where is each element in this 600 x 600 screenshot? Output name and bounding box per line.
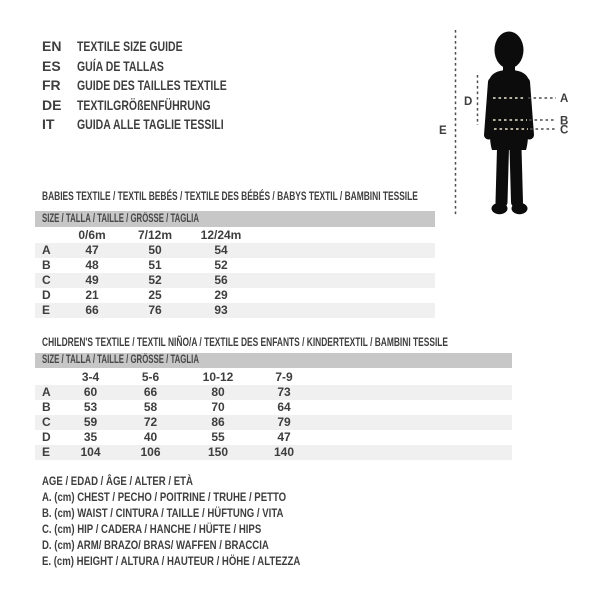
column-header: 12/24m <box>200 228 242 242</box>
lang-row-fr <box>42 76 277 96</box>
lang-label: GUIDE DES TAILLES TEXTILE <box>77 77 227 93</box>
right-foot <box>512 203 528 214</box>
babies-column-header-row <box>35 228 435 243</box>
cell: 40 <box>143 430 158 444</box>
lang-row-es <box>42 57 277 77</box>
row-label: E <box>42 445 51 459</box>
lang-row-en <box>42 37 277 57</box>
cell: 52 <box>214 258 228 272</box>
lang-label: TEXTILE SIZE GUIDE <box>77 38 183 54</box>
legend-item-arm: D. (cm) ARM/ BRAZO/ BRAS/ WAFFEN / BRACCIA <box>42 538 269 552</box>
row-label: B <box>42 400 51 414</box>
figure-label-d: D <box>464 96 473 108</box>
children-table-title: CHILDREN'S TEXTILE / TEXTIL NIÑO/A / TEXTILE DES ENFANTS / KINDERTEXTIL / BAMBINI TESSILE <box>42 335 449 349</box>
babies-table <box>35 211 435 318</box>
row-label: B <box>42 258 51 272</box>
cell: 66 <box>143 385 158 399</box>
cell: 29 <box>214 288 228 302</box>
cell: 50 <box>148 243 162 257</box>
column-header: 3-4 <box>81 370 100 384</box>
table-row <box>35 273 435 288</box>
measurement-legend <box>42 473 365 569</box>
right-arm <box>526 82 530 135</box>
column-header: 7/12m <box>137 228 173 242</box>
table-row <box>35 303 435 318</box>
cell: 48 <box>85 258 99 272</box>
figure-label-a: A <box>560 93 569 105</box>
babies-size-header-bar: SIZE / TALLA / TAILLE / GRÖSSE / TAGLIA <box>35 211 435 227</box>
column-header: 5-6 <box>141 370 160 384</box>
lang-row-it <box>42 115 277 135</box>
lang-code: EN <box>42 38 62 54</box>
lang-row-de <box>42 96 277 116</box>
cell: 21 <box>85 288 99 302</box>
column-header: 10-12 <box>202 370 234 384</box>
table-row <box>35 430 512 445</box>
cell: 70 <box>211 400 225 414</box>
lang-code: DE <box>42 96 62 113</box>
row-label: C <box>42 273 51 287</box>
cell: 35 <box>83 430 98 444</box>
row-label: C <box>42 415 51 429</box>
table-row <box>35 288 435 303</box>
cell: 52 <box>148 273 162 287</box>
cell: 49 <box>85 273 99 287</box>
babies-table-title: BABIES TEXTILE / TEXTIL BEBÉS / TEXTILE DES BÉBÉS / BABYS TEXTIL / BAMBINI TESSILE <box>42 189 418 203</box>
legend-age-line: AGE / EDAD / ÂGE / ALTER / ETÀ <box>42 474 193 488</box>
cell: 150 <box>207 445 229 459</box>
cell: 58 <box>143 400 158 414</box>
cell: 60 <box>83 385 98 399</box>
figure-label-c: C <box>560 124 569 137</box>
cell: 104 <box>80 445 101 459</box>
lang-code: ES <box>42 57 61 74</box>
legend-item-hip: C. (cm) HIP / CADERA / HANCHE / HÜFTE / HIPS <box>42 522 262 536</box>
cell: 55 <box>211 430 225 444</box>
children-table <box>35 353 512 460</box>
row-label: D <box>42 430 51 444</box>
cell: 86 <box>211 415 225 429</box>
column-header: 0/6m <box>78 228 106 242</box>
cell: 76 <box>148 303 162 317</box>
cell: 25 <box>148 288 162 302</box>
cell: 80 <box>211 385 225 399</box>
cell: 140 <box>273 445 295 459</box>
children-size-header-bar: SIZE / TALLA / TAILLE / GRÖSSE / TAGLIA <box>35 353 512 368</box>
lang-label: GUIDA ALLE TAGLIE TESSILI <box>77 116 224 132</box>
cell: 53 <box>83 400 98 414</box>
legend-item-chest: A. (cm) CHEST / PECHO / POITRINE / TRUHE / PETTO <box>42 490 287 504</box>
cell: 54 <box>214 243 228 257</box>
row-label: D <box>42 288 51 302</box>
cell: 106 <box>140 445 161 459</box>
table-row <box>35 385 512 400</box>
cell: 73 <box>277 385 291 399</box>
language-list <box>42 37 277 135</box>
lang-code: IT <box>42 116 55 132</box>
cell: 79 <box>277 415 291 429</box>
table-row <box>35 415 512 430</box>
legend-item-height: E. (cm) HEIGHT / ALTURA / HAUTEUR / HÖHE / ALTEZZA <box>42 554 301 568</box>
table-row <box>35 258 435 273</box>
table-row <box>35 243 435 258</box>
row-label: E <box>42 303 51 317</box>
table-row <box>35 400 512 415</box>
cell: 47 <box>277 430 291 444</box>
left-arm <box>489 82 493 135</box>
lang-label: TEXTILGRÖßENFÜHRUNG <box>77 96 211 113</box>
figure-label-e: E <box>439 125 447 137</box>
table-row <box>35 445 512 460</box>
cell: 93 <box>214 303 228 317</box>
lang-code: FR <box>42 77 61 93</box>
figure-label-b: B <box>560 115 569 128</box>
cell: 64 <box>277 400 291 414</box>
row-label: A <box>42 243 51 257</box>
cell: 56 <box>214 273 228 287</box>
left-foot <box>492 203 508 214</box>
cell: 51 <box>148 258 162 272</box>
cell: 66 <box>85 303 99 317</box>
cell: 59 <box>83 415 98 429</box>
children-column-header-row <box>35 370 512 385</box>
lang-label: GUÍA DE TALLAS <box>77 57 164 74</box>
column-header: 7-9 <box>275 370 293 384</box>
cell: 47 <box>85 243 99 257</box>
legend-item-waist: B. (cm) WAIST / CINTURA / TAILLE / HÜFTUNG / VITA <box>42 506 284 520</box>
row-label: A <box>42 385 51 399</box>
cell: 72 <box>143 415 158 429</box>
